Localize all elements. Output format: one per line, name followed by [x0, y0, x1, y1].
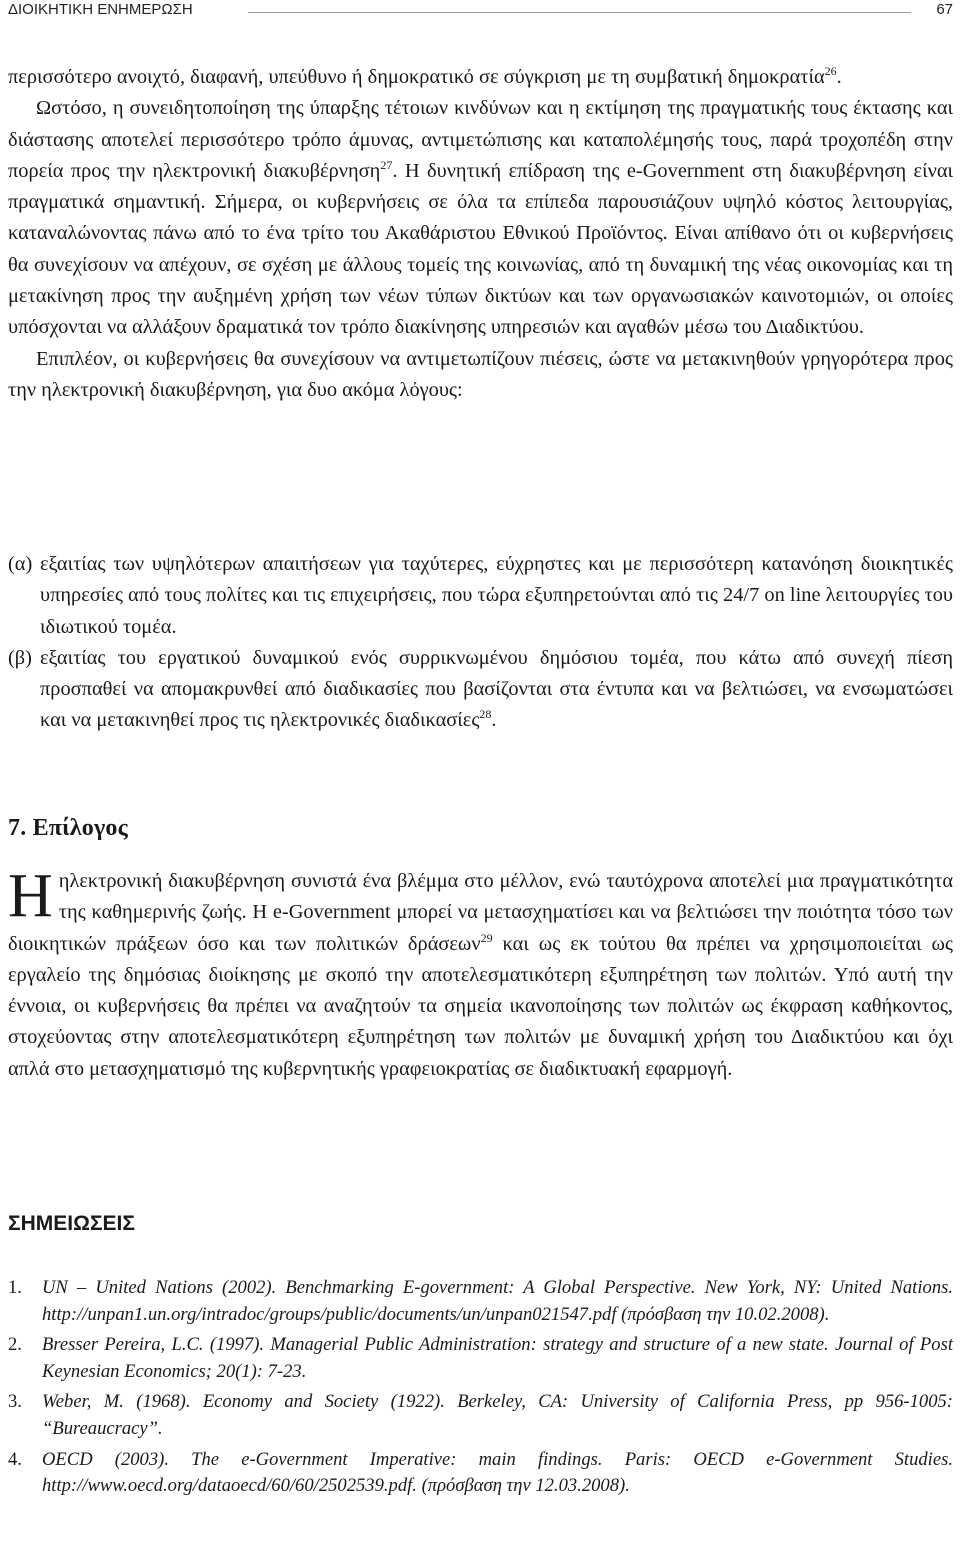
reason-marker: (α)	[8, 553, 33, 575]
reason-text: εξαιτίας του εργατικού δυναμικού ενός συρρικνωμένου δημόσιου τομέα, που κάτω από συνεχή πίεση προσπαθεί να απομακρυνθεί από διαδικασίες που βασίζονται στα έντυπα και να βελτιώσει, να ενσωματώσει και να μετακινηθεί προς τις ηλεκτρονικές διαδικασίες	[40, 646, 953, 732]
reason-end: .	[491, 709, 497, 732]
epilogue-text-a: ηλεκτρονική διακυβέρνηση συνιστά ένα βλέμμα στο μέλλον, ενώ ταυτόχρονα αποτελεί μια πραγματικότητα της καθημερινής ζωής. Η e-Government μπορεί να μετασχηματίσει και να βελτιώσει την ποιότητα τόσο των διοικητικών πράξεων όσο και των πολιτικών δράσεων	[8, 870, 953, 955]
note-item	[8, 1332, 953, 1385]
note-number: 1.	[8, 1277, 22, 1298]
note-number: 4.	[8, 1448, 22, 1470]
note-text: UN – United Nations (2002). Benchmarking E-government: A Global Perspective. New York, NY: United Nations. http://unpan1.un.org/intradoc/groups/public/documents/un/unpan021547.pdf (πρόσβαση την 10.02.2008).	[42, 1277, 953, 1325]
header-rule	[248, 12, 911, 13]
running-header	[8, 0, 953, 22]
note-text: OECD (2003). The e-Government Imperative: main findings. Paris: OECD e-Government Studies. http://www.oecd.org/dataoecd/60/60/2502539.pdf. (πρόσβαση την 12.03.2008).	[42, 1448, 953, 1497]
reasons-list	[8, 549, 953, 737]
epilogue-paragraph	[8, 862, 953, 1085]
footnote-ref-28: 28	[479, 707, 492, 722]
notes-heading: ΣΗΜΕΙΩΣΕΙΣ	[8, 1212, 135, 1235]
page-number: 67	[936, 1, 953, 18]
journal-title: ΔΙΟΙΚΗΤΙΚΗ ΕΝΗΜΕΡΩΣΗ	[8, 1, 193, 18]
footnote-ref-29: 29	[480, 930, 493, 945]
section-heading: 7. Επίλογος	[8, 815, 128, 841]
note-text: Weber, M. (1968). Economy and Society (1922). Berkeley, CA: University of California Press, pp 956-1005: “Bureaucracy”.	[42, 1391, 953, 1439]
footnote-ref-26: 26	[824, 64, 837, 79]
intro-paragraph-1-end: .	[836, 66, 842, 88]
note-item	[8, 1389, 953, 1442]
note-item	[8, 1275, 953, 1328]
reason-item-a	[8, 549, 953, 643]
note-number: 2.	[8, 1334, 22, 1356]
intro-paragraph-1-text: περισσότερο ανοιχτό, διαφανή, υπεύθυνο ή δημοκρατικό σε σύγκριση με τη συμβατική δημοκρατία	[8, 66, 825, 88]
intro-paragraph-2-text-b: . Η δυνητική επίδραση της e-Government στη διακυβέρνηση είναι πραγματικά σημαντική. Σήμερα, οι κυβερνήσεις σε όλα τα επίπεδα παρουσιάζουν υψηλό κόστος λειτουργίας, καταναλώνοντας πάνω από το ένα τρίτο του Ακαθάριστου Εθνικού Προϊόντος. Είναι απίθανο ότι οι κυβερνήσεις θα συνεχίσουν να απέχουν, σε σχέση με άλλους τομείς της κοινωνίας, από τη δυναμική της νέας οικονομίας και τη μετακίνηση προς την αυξημένη χρήση των νέων τύπων δικτύων και των οργανωσιακών καινοτομιών, οι οποίες υπόσχονται να αλλάξουν δραματικά τον τρόπο διακίνησης υπηρεσιών και αγαθών μέσω του Διαδικτύου.	[8, 159, 953, 339]
drop-cap-letter: Η	[8, 862, 53, 930]
intro-paragraph-2-text-a: Ωστόσο, η συνειδητοποίηση της ύπαρξης τέτοιων κινδύνων και η εκτίμηση της πραγματικής τους έκτασης και διάστασης αποτελεί περισσότερο τρόπο άμυνας, αντιμετώπισης και καταπολέμησής τους, παρά τροχοπέδη στην πορεία προς την ηλεκτρονική διακυβέρνηση	[8, 97, 953, 182]
intro-paragraph-3: Επιπλέον, οι κυβερνήσεις θα συνεχίσουν να αντιμετωπίζουν πιέσεις, ώστε να μετακινηθούν γρηγορότερα προς την ηλεκτρονική διακυβέρνηση, για δυο ακόμα λόγους:	[8, 347, 953, 401]
reason-item-b	[8, 643, 953, 737]
note-text: Bresser Pereira, L.C. (1997). Managerial Public Administration: strategy and structure of a new state. Journal of Post Keynesian Economics; 20(1): 7-23.	[42, 1334, 953, 1382]
notes-list	[8, 1275, 953, 1504]
intro-paragraph-2	[8, 93, 953, 343]
reason-marker: (β)	[8, 646, 32, 669]
intro-text	[8, 62, 953, 406]
footnote-ref-27: 27	[380, 158, 393, 173]
note-item	[8, 1447, 953, 1500]
reason-text: εξαιτίας των υψηλότερων απαιτήσεων για ταχύτερες, εύχρηστες και με περισσότερη κατανόηση διοικητικές υπηρεσίες από τους πολίτες και τις επιχειρήσεις, που τώρα εξυπηρετούνται από τις 24/7 on line λειτουργίες του ιδιωτικού τομέα.	[40, 553, 953, 638]
note-number: 3.	[8, 1391, 22, 1413]
epilogue-text-b: και ως εκ τούτου θα πρέπει να χρησιμοποιείται ως εργαλείο της δημόσιας διοίκησης με σκοπό την αποτελεσματικότερη εξυπηρέτηση των πολιτών. Υπό αυτή την έννοια, οι κυβερνήσεις θα πρέπει να αναζητούν τα σημεία ικανοποίησης των πολιτών ως έκφραση καθήκοντος, στοχεύοντας στην αποτελεσματικότερη εξυπηρέτηση των πολιτών με δυναμική χρήση του Διαδικτύου και όχι απλά στο μετασχηματισμό της κυβερνητικής γραφειοκρατίας σε διαδικτυακή εφαρμογή.	[8, 932, 953, 1080]
intro-paragraph-1	[8, 62, 953, 93]
